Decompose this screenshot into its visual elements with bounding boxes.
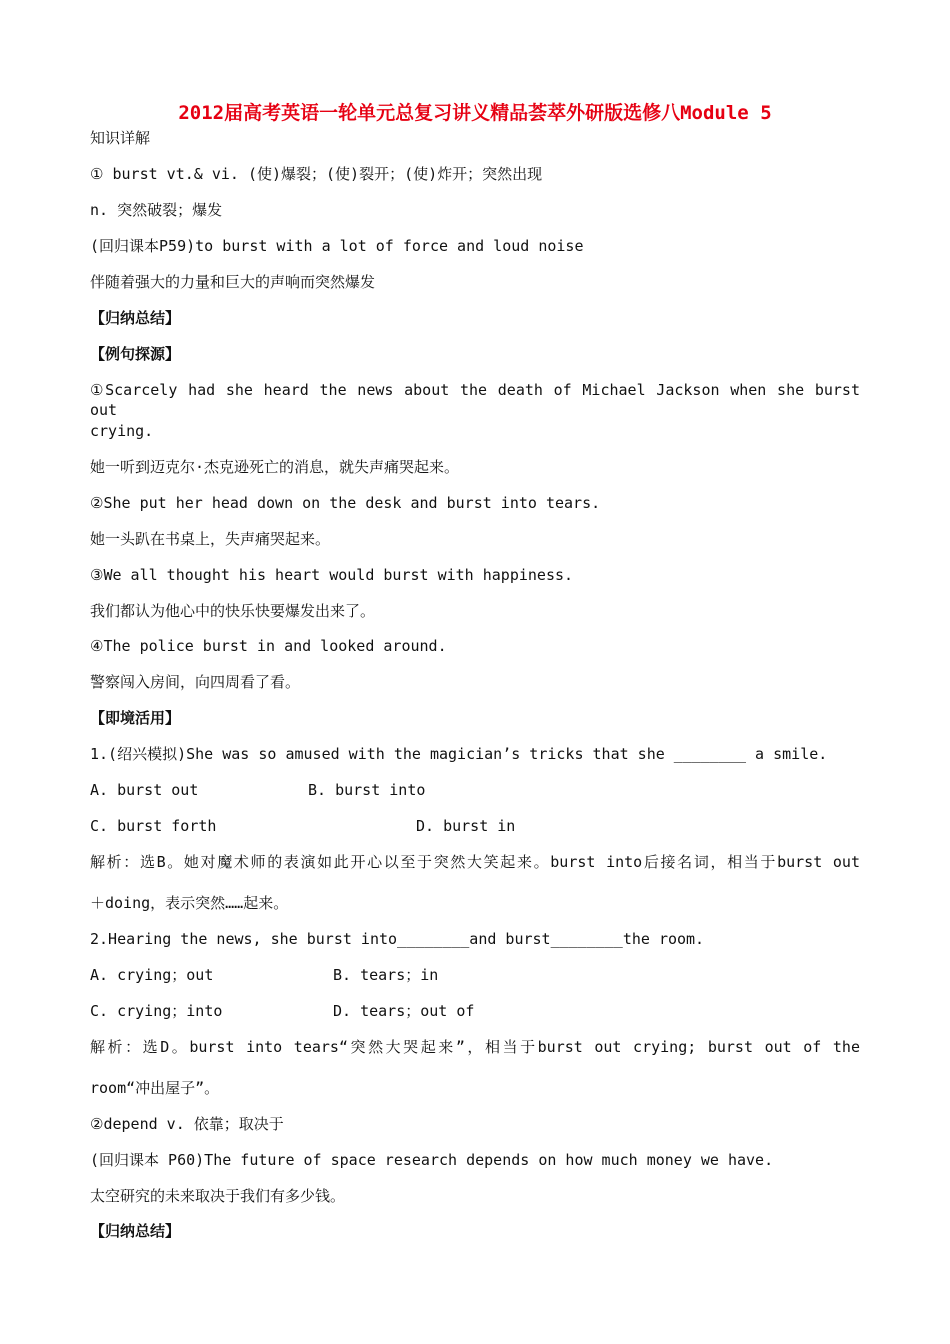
section-heading: 知识详解 [90,129,151,147]
question-2-option-d: D. tears；out of [333,1002,475,1020]
question-2-option-c: C. crying；into [90,1002,223,1020]
document-title: 2012届高考英语一轮单元总复习讲义精品荟萃外研版选修八Module 5 [178,102,772,124]
example-4-english: ④The police burst in and looked around. [90,637,447,655]
question-2: 2.Hearing the news, she burst into________and burst________the room. [90,930,705,948]
example-3-english: ③We all thought his heart would burst with happiness. [90,566,574,584]
burst-noun-definition: n. 突然破裂；爆发 [90,201,223,219]
example-1-english-line1: ①Scarcely had she heard the news about the death of Michael Jackson when she burst out [90,381,860,419]
depend-textbook-chinese: 太空研究的未来取决于我们有多少钱。 [90,1187,346,1205]
question-1-option-c: C. burst forth [90,817,217,835]
question-2-explanation-line1: 解析：选D。burst into tears“突然大哭起来”，相当于burst out crying; burst out of the [90,1038,860,1056]
example-2-english: ②She put her head down on the desk and burst into tears. [90,494,601,512]
question-1-explanation-line1: 解析：选B。她对魔术师的表演如此开心以至于突然大笑起来。burst into后接名词，相当于burst out [90,853,860,871]
burst-textbook-english: (回归课本P59)to burst with a lot of force and loud noise [90,237,584,255]
depend-textbook-english: (回归课本 P60)The future of space research depends on how much money we have. [90,1151,774,1169]
question-1-option-d: D. burst in [416,817,516,835]
burst-examples-label: 【例句探源】 [90,345,181,363]
question-2-option-b: B. tears；in [333,966,439,984]
question-1-explanation-line2: ＋doing，表示突然……起来。 [90,894,289,912]
burst-verb-definition: ① burst vt.& vi. (使)爆裂；(使)裂开；(使)炸开；突然出现 [90,165,543,183]
practice-label: 【即境活用】 [90,709,181,727]
question-1-option-b: B. burst into [308,781,426,799]
example-4-chinese: 警察闯入房间，向四周看了看。 [90,673,301,691]
question-2-option-a: A. crying；out [90,966,214,984]
question-2-explanation-line2: room“冲出屋子”。 [90,1079,220,1097]
question-1: 1.(绍兴模拟)She was so amused with the magician’s tricks that she ________ a smile. [90,745,828,763]
example-1-english-line2: crying. [90,422,154,440]
depend-summary-label: 【归纳总结】 [90,1222,181,1240]
example-2-chinese: 她一头趴在书桌上，失声痛哭起来。 [90,530,331,548]
depend-definition: ②depend v. 依靠；取决于 [90,1115,284,1133]
burst-summary-label: 【归纳总结】 [90,309,181,327]
example-1-chinese: 她一听到迈克尔·杰克逊死亡的消息，就失声痛哭起来。 [90,458,460,476]
burst-textbook-chinese: 伴随着强大的力量和巨大的声响而突然爆发 [90,273,376,291]
example-3-chinese: 我们都认为他心中的快乐快要爆发出来了。 [90,602,376,620]
question-1-option-a: A. burst out [90,781,199,799]
